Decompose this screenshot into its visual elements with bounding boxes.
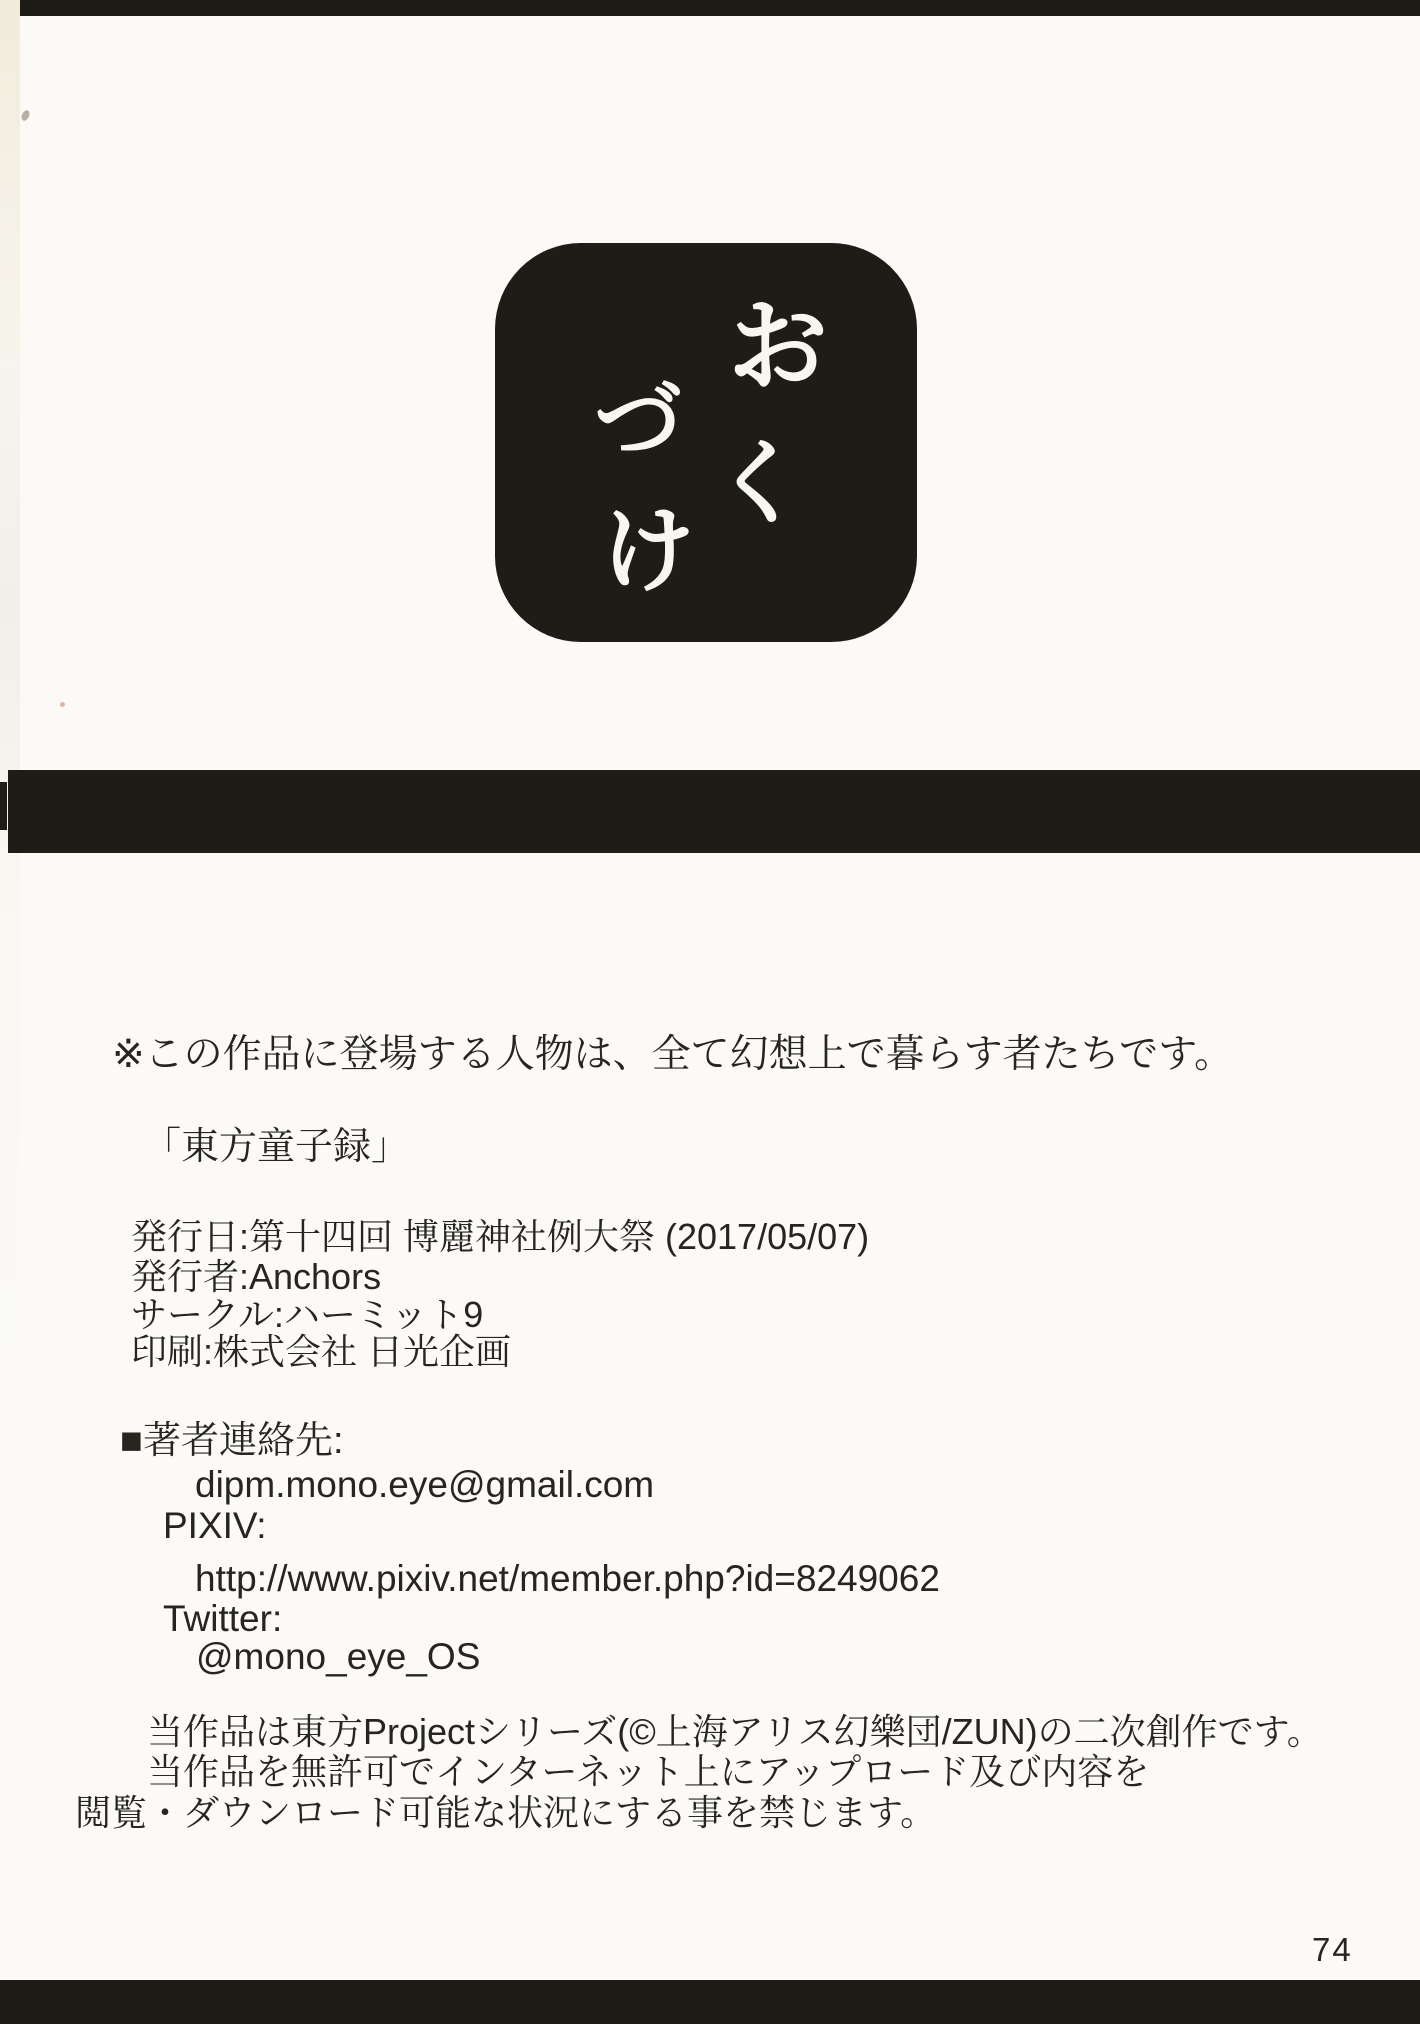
logo-char-dzu: づ <box>593 372 683 471</box>
middle-divider-band <box>8 770 1420 853</box>
contact-email: dipm.mono.eye@gmail.com <box>195 1464 655 1505</box>
page-number: 74 <box>1312 1931 1353 1968</box>
scan-speck <box>20 109 31 122</box>
author-contact-heading: ■著者連絡先: <box>120 1420 344 1462</box>
scan-speck <box>60 702 65 707</box>
okuzuke-logo <box>495 243 917 642</box>
character-disclaimer: ※この作品に登場する人物は、全て幻想上で暮らす者たちです。 <box>112 1033 1234 1076</box>
contact-pixiv-label: PIXIV: <box>163 1505 267 1546</box>
publisher-line: 発行者:Anchors <box>131 1256 382 1297</box>
circle-line: サークル:ハーミット9 <box>131 1294 484 1335</box>
logo-char-ke: け <box>600 498 696 603</box>
bottom-divider-bar <box>0 1980 1420 2024</box>
printer-line: 印刷:株式会社 日光企画 <box>131 1331 512 1372</box>
legal-line-2: 当作品を無許可でインターネット上にアップロード及び内容を <box>147 1751 1150 1792</box>
contact-twitter-handle: @mono_eye_OS <box>196 1636 481 1677</box>
legal-line-3: 閲覧・ダウンロード可能な状況にする事を禁じます。 <box>75 1792 937 1833</box>
publication-date-line: 発行日:第十四回 博麗神社例大祭 (2017/05/07) <box>131 1216 870 1257</box>
logo-char-ku: く <box>712 433 806 535</box>
legal-line-1: 当作品は東方Projectシリーズ(©上海アリス幻樂団/ZUN)の二次創作です。 <box>147 1711 1323 1752</box>
contact-twitter-label: Twitter: <box>163 1598 283 1639</box>
book-title: 「東方童子録」 <box>143 1126 410 1168</box>
scan-edge-mark <box>0 782 7 830</box>
top-divider-bar <box>20 0 1420 16</box>
contact-pixiv-url: http://www.pixiv.net/member.php?id=8249062 <box>195 1558 940 1599</box>
logo-char-o: お <box>728 291 828 403</box>
scan-edge-tint <box>0 0 20 2024</box>
